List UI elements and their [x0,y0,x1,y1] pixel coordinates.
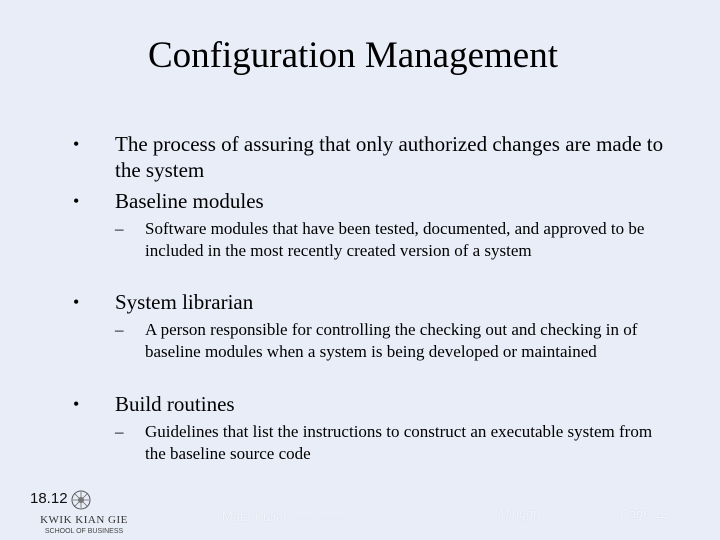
bullet-marker: • [73,134,80,154]
bullet-baseline-modules: Baseline modules [115,189,264,213]
logo-subtitle: SCHOOL OF BUSINESS [44,528,124,535]
sub-bullet-baseline-definition: Software modules that have been tested, documented, and approved to be included in the most recently created version of a system [145,219,645,260]
campus-logo-icon [68,489,94,513]
bullet-system-librarian: System librarian [115,290,254,314]
footer-course: Mata Kuliah :.............. [222,509,349,524]
logo-name: KWIK KIAN GIE [40,514,128,526]
bullet-build-routines: Build routines [115,392,235,416]
sub-bullet-marker: – [115,320,124,339]
sub-bullet-marker: – [115,422,124,441]
footer-page: Page 12 [620,506,669,521]
bullet-marker: • [73,292,80,312]
footer-week: Minggu ...... [498,506,566,521]
bullet-authorized-changes: The process of assuring that only authorized changes are made to the system [115,132,664,182]
slide-number: 18.12 [30,490,68,507]
bullet-marker: • [73,394,80,414]
bullet-marker: • [73,191,80,211]
sub-bullet-build-definition: Guidelines that list the instructions to construct an executable system from the baseline source code [145,422,653,463]
sub-bullet-librarian-definition: A person responsible for controlling the checking out and checking in of baseline modules when a system is being developed or maintained [145,320,638,361]
slide-title: Configuration Management [148,35,558,76]
sub-bullet-marker: – [115,219,124,238]
